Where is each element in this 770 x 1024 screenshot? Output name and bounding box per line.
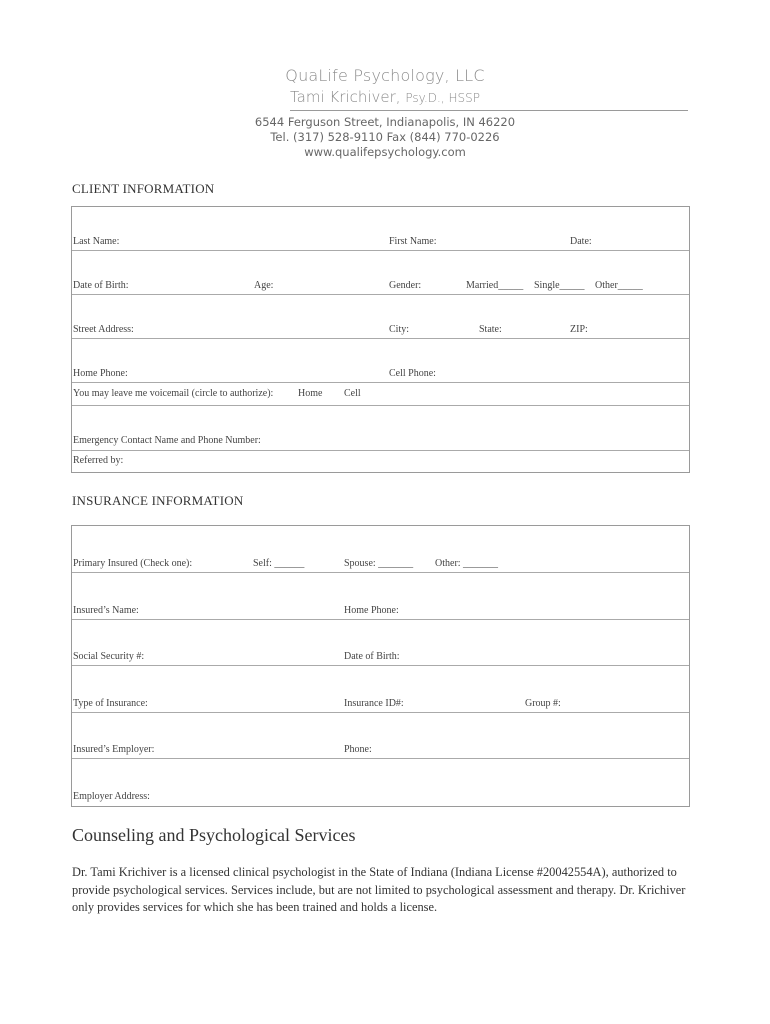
- row-divider: [72, 572, 689, 573]
- group-number-field[interactable]: Group #:: [525, 698, 561, 709]
- insured-home-phone-field[interactable]: Home Phone:: [344, 605, 399, 616]
- services-title: Counseling and Psychological Services: [72, 825, 356, 845]
- website: www.qualifepsychology.com: [304, 145, 466, 159]
- row-divider: [72, 450, 689, 451]
- voicemail-authorization-label: You may leave me voicemail (circle to authorize):: [73, 388, 274, 399]
- row-divider: [72, 338, 689, 339]
- state-field[interactable]: State:: [479, 324, 502, 335]
- employer-phone-field[interactable]: Phone:: [344, 744, 372, 755]
- insurance-information-form: [71, 525, 690, 807]
- date-of-birth-field[interactable]: Date of Birth:: [73, 280, 129, 291]
- referred-by-field[interactable]: Referred by:: [73, 455, 124, 466]
- married-option[interactable]: Married_____: [466, 280, 524, 291]
- row-divider: [72, 382, 689, 383]
- row-divider: [72, 665, 689, 666]
- client-information-title: CLIENT INFORMATION: [72, 181, 215, 196]
- social-security-field[interactable]: Social Security #:: [73, 651, 145, 662]
- row-divider: [72, 250, 689, 251]
- insurance-id-field[interactable]: Insurance ID#:: [344, 698, 404, 709]
- voicemail-cell-option[interactable]: Cell: [344, 388, 361, 399]
- provider-credentials: Psy.D., HSSP: [405, 91, 480, 105]
- insured-name-field[interactable]: Insured’s Name:: [73, 605, 139, 616]
- row-divider: [72, 712, 689, 713]
- insured-dob-field[interactable]: Date of Birth:: [344, 651, 400, 662]
- other-option[interactable]: Other_____: [595, 280, 643, 291]
- cell-phone-field[interactable]: Cell Phone:: [389, 368, 436, 379]
- primary-insured-label: Primary Insured (Check one):: [73, 558, 193, 569]
- zip-field[interactable]: ZIP:: [570, 324, 588, 335]
- single-option[interactable]: Single_____: [534, 280, 585, 291]
- home-phone-field[interactable]: Home Phone:: [73, 368, 128, 379]
- spouse-option[interactable]: Spouse: _______: [344, 558, 414, 569]
- header-divider: [290, 110, 688, 111]
- row-divider: [72, 294, 689, 295]
- client-information-form: [71, 206, 690, 473]
- row-divider: [72, 758, 689, 759]
- self-option[interactable]: Self: ______: [253, 558, 305, 569]
- provider-name: [0, 88, 770, 106]
- voicemail-home-option[interactable]: Home: [298, 388, 323, 399]
- street-address-field[interactable]: Street Address:: [73, 324, 134, 335]
- other-option[interactable]: Other: _______: [435, 558, 499, 569]
- provider-name-text: Tami Krichiver,: [289, 88, 401, 106]
- last-name-field[interactable]: Last Name:: [73, 236, 120, 247]
- age-field[interactable]: Age:: [254, 280, 274, 291]
- services-paragraph: Dr. Tami Krichiver is a licensed clinical psychologist in the State of Indiana (Indiana License #20042554A), authorized to provide psychological services. Services include, but are not limited to psychological assessment and therapy. Dr. Krichiver only provides services for which she has been trained and holds a license.: [72, 865, 686, 914]
- address: 6544 Ferguson Street, Indianapolis, IN 46220: [254, 115, 516, 129]
- employer-address-field[interactable]: Employer Address:: [73, 791, 150, 802]
- row-divider: [72, 405, 689, 406]
- row-divider: [72, 619, 689, 620]
- insurance-type-field[interactable]: Type of Insurance:: [73, 698, 148, 709]
- first-name-field[interactable]: First Name:: [389, 236, 437, 247]
- insurance-information-title: INSURANCE INFORMATION: [72, 493, 244, 508]
- insured-employer-field[interactable]: Insured’s Employer:: [73, 744, 155, 755]
- date-field[interactable]: Date:: [570, 236, 592, 247]
- company-name: QuaLife Psychology, LLC: [285, 66, 485, 85]
- gender-field: Gender:: [389, 280, 422, 291]
- phone-fax: Tel. (317) 528-9110 Fax (844) 770-0226: [270, 130, 500, 144]
- emergency-contact-field[interactable]: Emergency Contact Name and Phone Number:: [73, 435, 261, 446]
- city-field[interactable]: City:: [389, 324, 410, 335]
